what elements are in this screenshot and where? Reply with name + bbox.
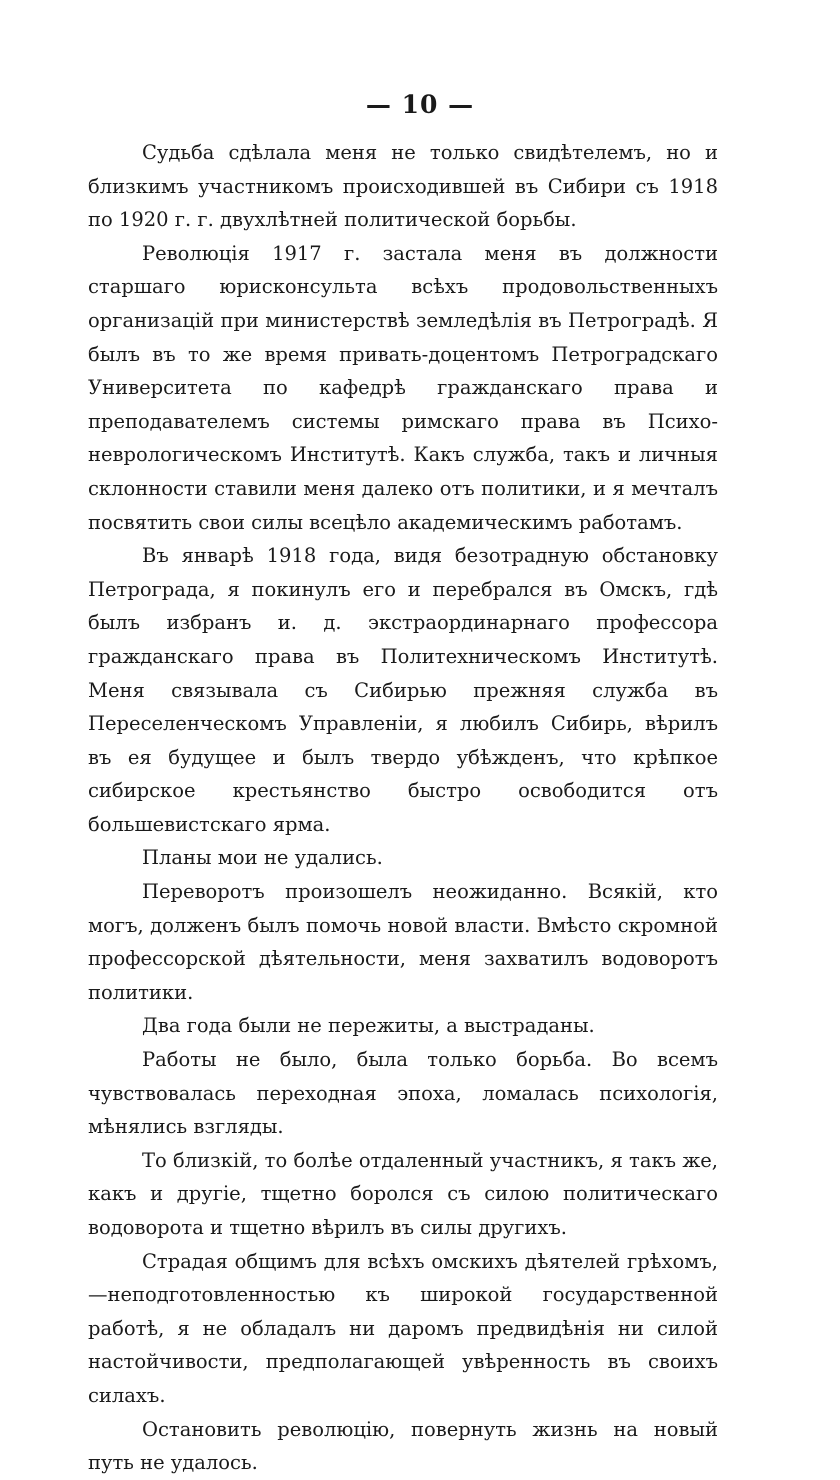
- paragraph: Переворотъ произошелъ неожиданно. Всякій, кто могъ, долженъ былъ помочь новой власти. Вмѣсто скромной профессорской дѣятельности, меня захватилъ водоворотъ политики.: [88, 880, 718, 1004]
- paragraph: Остановить революцію, повернуть жизнь на новый путь не удалось.: [88, 1417, 718, 1475]
- paragraph: Революція 1917 г. застала меня въ должности старшаго юрисконсульта всѣхъ продовольственныхъ организацій при министерствѣ земледѣлія въ Петроградѣ. Я былъ въ то же время привать-доцентомъ Петроградскаго Университета по кафедрѣ гражданскаго права и преподавателемъ системы римскаго права въ Психо-неврологическомъ Институтѣ. Какъ служба, такъ и личныя склонности ставили меня далеко отъ политики, и я мечталъ посвятить свои силы всецѣло академическимъ работамъ.: [88, 241, 718, 534]
- body-text: [88, 136, 718, 1480]
- paragraph: Работы не было, была только борьба. Во всемъ чувствовалась переходная эпоха, ломалась психологія, мѣнялись взгляды.: [88, 1048, 718, 1139]
- paragraph: То близкій, то болѣе отдаленный участникъ, я такъ же, какъ и другіе, тщетно боролся съ силою политическаго водоворота и тщетно вѣрилъ въ силы другихъ.: [88, 1148, 718, 1239]
- paragraph: Два года были не пережиты, а выстраданы.: [142, 1014, 595, 1038]
- paragraph: Планы мои не удались.: [142, 846, 383, 870]
- page-number: — 10 —: [365, 90, 475, 119]
- paragraph: Въ январѣ 1918 года, видя безотрадную обстановку Петрограда, я покинулъ его и перебрался въ Омскъ, гдѣ былъ избранъ и. д. экстраординарнаго профессора гражданскаго права въ Политехническомъ Институтѣ. Меня связывала съ Сибирью прежняя служба въ Переселенческомъ Управленіи, я любилъ Сибирь, вѣрилъ въ ея будущее и былъ твердо убѣжденъ, что крѣпкое сибирское крестьянство быстро освободится отъ большевистскаго ярма.: [88, 544, 718, 836]
- paragraph: Страдая общимъ для всѣхъ омскихъ дѣятелей грѣхомъ,—неподготовленностью къ широкой государственной работѣ, я не обладалъ ни даромъ предвидѣнія ни силой настойчивости, предполагающей увѣренность въ своихъ силахъ.: [88, 1249, 718, 1407]
- paragraph: Судьба сдѣлала меня не только свидѣтелемъ, но и близкимъ участникомъ происходившей въ Сибири съ 1918 по 1920 г. г. двухлѣтней политической борьбы.: [88, 141, 718, 232]
